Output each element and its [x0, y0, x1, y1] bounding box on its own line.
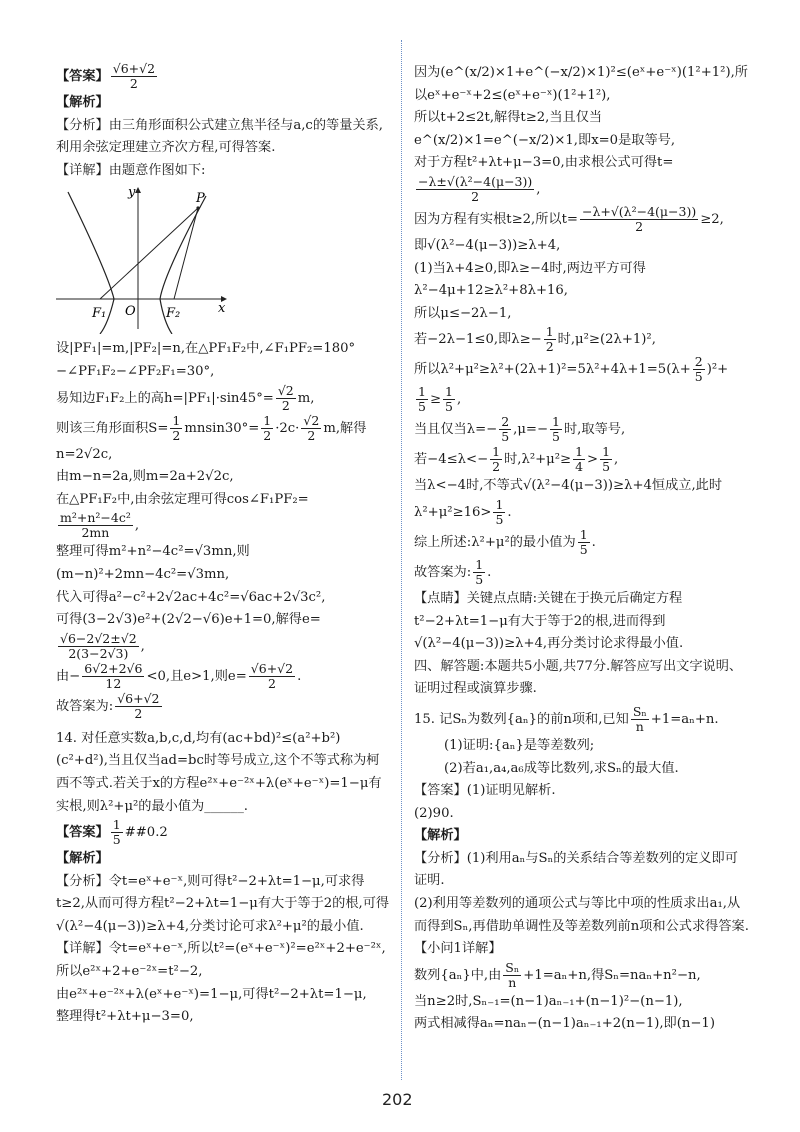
section-heading-four: 四、解答题:本题共5小题,共77分.解答应写出文字说明、证明过程或演算步骤. — [414, 658, 743, 697]
subquestion-1-heading: 【小问1详解】 — [414, 941, 502, 957]
text-line: 易知边F₁F₂上的高h=|PF₁|·sin45°= $\frac{√2}{2}$ m, — [56, 383, 315, 413]
text-line: λ²+μ²≥16> $\frac{1}{5}$ . — [414, 497, 512, 527]
text-line: (1)当λ+4≥0,即λ≥−4时,两边平方可得λ²−4μ+12≥λ²+8λ+16, — [414, 260, 646, 299]
y-label: y — [128, 185, 136, 201]
fraction: $\frac{2}{5}$ — [694, 355, 703, 385]
detail-text: 【详解】令t=eˣ+e⁻ˣ,所以t²=(eˣ+e⁻ˣ)²=e²ˣ+2+e⁻²ˣ,所以e²ˣ+2+e⁻²ˣ=t²−2, — [56, 941, 386, 980]
fraction: $\frac{√6-2√2\pm√2}{2(3-2√3)}$ — [60, 631, 137, 661]
text-line: 两式相减得aₙ=naₙ−(n−1)aₙ₋₁+2(n−1),即(n−1) — [414, 1016, 715, 1032]
analysis-heading: 【解析】 — [414, 828, 467, 844]
left-column — [56, 62, 392, 1029]
text-line: 对于方程t²+λt+μ−3=0,由求根公式可得t= — [414, 155, 674, 171]
fraction: $\frac{\text{−λ+√(λ²−4(μ−3))}}{2}$ — [581, 204, 697, 234]
analysis-text: 【分析】由三角形面积公式建立焦半径与a,c的等量关系,利用余弦定理建立齐次方程,可得答案. — [56, 117, 383, 156]
analysis-text: (2)利用等差数列的通项公式与等比中项的性质求出a₁,从而得到Sₙ,再借助单调性及等差数列前n项和公式求得答案. — [414, 896, 749, 934]
fraction: $\frac{\text{−λ±√(λ²−4(μ−3))}}{2}$ — [418, 174, 533, 204]
fraction: $\frac{1}{2}$ — [172, 413, 181, 443]
fraction: $\frac{6√2+2√6}{12}$ — [84, 661, 143, 691]
fraction: $\frac{1}{5}$ — [552, 415, 560, 445]
text-line: 代入可得a²−c²+2√2ac+4c²=√6ac+2√3c², — [56, 589, 326, 605]
text-line: $\frac{\text{m²+n²−4c²}}{2mn}$ , — [60, 511, 140, 541]
text-line: 则该三角形面积S= $\frac{1}{2}$ mnsin30°= $\frac{1}{2}$ ·2c· $\frac{√2}{2}$ m,解得 — [56, 413, 367, 443]
p-label: P — [196, 191, 205, 207]
text-line: 可得(3−2√3)e²+(2√2−√6)e+1=0,解得e= — [56, 612, 321, 628]
answer-13: 【答案】 $\frac{√6+√2}{2}$ — [56, 62, 156, 91]
conclusion-line: 综上所述:λ²+μ²的最小值为 $\frac{1}{5}$ . — [414, 527, 596, 557]
text-line: $\frac{\text{−λ±√(λ²−4(μ−3))}}{2}$ , — [418, 174, 541, 204]
text-line: 当n≥2时,Sₙ₋₁=(n−1)aₙ₋₁+(n−1)²−(n−1), — [414, 993, 683, 1009]
text-line: $\frac{√6-2√2\pm√2}{2(3-2√3)}$ , — [60, 631, 145, 661]
text-line: 因为(e^(x/2)×1+e^(−x/2)×1)²≤(eˣ+e⁻ˣ)(1²+1²),所以eˣ+e⁻ˣ+2≤(eˣ+e⁻ˣ)(1²+1²), — [414, 65, 748, 103]
fraction: $\frac{1}{5}$ — [445, 385, 453, 415]
question-15-part-1: (1)证明:{aₙ}是等差数列; — [444, 737, 595, 753]
right-column — [414, 62, 750, 1036]
text-line: 由− $\frac{6√2+2√6}{12}$ <0,且e>1,则e= $\frac{√6+√2}{2}$ . — [56, 661, 302, 691]
segment-pf1 — [100, 208, 198, 299]
f1-label: F₁ — [92, 306, 107, 322]
analysis-heading: 【解析】 — [56, 851, 109, 867]
fraction: $\frac{1}{5}$ — [495, 497, 504, 527]
text-line: $\frac{1}{5}$ ≥ $\frac{1}{5}$ , — [418, 385, 462, 415]
fraction: $\frac{1}{5}$ — [602, 445, 611, 475]
answer-14: 【答案】 $\frac{1}{5}$ ##0.2 — [56, 818, 168, 848]
question-15: 15. 记Sₙ为数列{aₙ}的前n项和,已知 $\frac{\text{Sₙ}}{n}$ +1=aₙ+n. — [414, 704, 719, 734]
fraction: $\frac{1}{5}$ — [418, 385, 426, 415]
fraction: $\frac{2}{5}$ — [501, 415, 510, 445]
text-line: n=2√2c, — [56, 446, 113, 462]
final-answer-13: 故答案为: $\frac{√6+√2}{2}$ — [56, 691, 160, 721]
x-label: x — [218, 301, 226, 317]
text-line: 所以μ≤−2λ−1, — [414, 305, 512, 321]
fraction: $\frac{1}{5}$ — [475, 557, 484, 587]
text-line: 若−2λ−1≤0,即λ≥− $\frac{1}{2}$ 时,μ²≥(2λ+1)², — [414, 325, 656, 355]
fraction: $\frac{1}{2}$ — [492, 445, 501, 475]
answer-15-part-2: (2)90. — [414, 805, 454, 821]
text-line: 整理可得m²+n²−4c²=√3mn,则(m−n)²+2mn−4c²=√3mn, — [56, 544, 250, 582]
fraction: $\frac{1}{5}$ — [112, 818, 121, 848]
question-14: 14. 对任意实数a,b,c,d,均有(ac+bd)²≤(a²+b²)(c²+d²),当且仅当ad=bc时等号成立,这个不等式称为柯西不等式.若关于x的方程e²ˣ+e⁻²ˣ+λ(eˣ+e⁻ˣ)=1−μ有实根,则λ²+μ²的最小值为______. — [56, 730, 382, 814]
segment-pf2 — [174, 208, 198, 299]
fraction: $\frac{1}{2}$ — [263, 413, 272, 443]
fraction: $\frac{1}{5}$ — [579, 527, 588, 557]
text-line: 所以λ²+μ²≥λ²+(2λ+1)²=5λ²+4λ+1=5(λ+ $\frac{2}{5}$ )²+ — [414, 355, 729, 385]
text-line: 所以t+2≤2t,解得t≥2,当且仅当e^(x/2)×1=e^(−x/2)×1,即x=0是取等号, — [414, 110, 676, 148]
column-divider — [401, 40, 402, 1080]
text-line: 数列{aₙ}中,由 $\frac{\text{Sₙ}}{n}$ +1=aₙ+n,得Sₙ=naₙ+n²−n, — [414, 960, 701, 990]
text-line: 即√(λ²−4(μ−3))≥λ+4, — [414, 237, 561, 253]
analysis-text: 【分析】(1)利用aₙ与Sₙ的关系结合等差数列的定义即可证明. — [414, 850, 738, 889]
text-line: 因为方程有实根t≥2,所以t= $\frac{\text{−λ+√(λ²−4(μ−3))}}{2}$ ≥2, — [414, 204, 724, 234]
text-line: 由m−n=2a,则m=2a+2√2c, — [56, 469, 234, 485]
text-line: 设|PF₁|=m,|PF₂|=n,在△PF₁F₂中,∠F₁PF₂=180°−∠PF₁F₂−∠PF₂F₁=30°, — [56, 341, 356, 379]
fraction: $\frac{√6+√2}{2}$ — [117, 691, 160, 721]
fraction: $\frac{\text{Sₙ}}{n}$ — [632, 704, 647, 734]
text-line: 由e²ˣ+e⁻²ˣ+λ(eˣ+e⁻ˣ)=1−μ,可得t²−2+λt=1−μ, — [56, 986, 367, 1002]
fraction: $\frac{\text{Sₙ}}{n}$ — [505, 960, 520, 990]
answer-15: 【答案】(1)证明见解析. — [414, 783, 556, 799]
key-point-note: 【点睛】关键点点睛:关键在于换元后确定方程t²−2+λt=1−μ有大于等于2的根,进而得到√(λ²−4(μ−3))≥λ+4,再分类讨论求得最小值. — [414, 590, 684, 652]
f2-label: F₂ — [166, 306, 181, 322]
analysis-heading: 【解析】 — [56, 95, 109, 110]
text-line: 当且仅当λ=− $\frac{2}{5}$ ,μ=− $\frac{1}{5}$ 时,取等号, — [414, 415, 626, 445]
text-line: 当λ<−4时,不等式√(λ²−4(μ−3))≥λ+4恒成立,此时 — [414, 478, 723, 494]
fraction: $\frac{1}{2}$ — [545, 325, 554, 355]
question-15-part-2: (2)若a₁,a₄,a₆成等比数列,求Sₙ的最大值. — [444, 760, 679, 776]
fraction: $\frac{√2}{2}$ — [277, 383, 294, 413]
fraction: $\frac{√6+√2}{2}$ — [250, 661, 294, 691]
left-branch — [68, 192, 114, 334]
text-line: 若−4≤λ<− $\frac{1}{2}$ 时,λ²+μ²≥ $\frac{1}{4}$ > $\frac{1}{5}$ , — [414, 445, 619, 475]
fraction: $\frac{\text{m²+n²−4c²}}{2mn}$ — [60, 511, 131, 541]
text-line: 整理得t²+λt+μ−3=0, — [56, 1009, 194, 1025]
fraction: $\frac{√2}{2}$ — [303, 413, 320, 443]
detail-heading: 【详解】由题意作图如下: — [56, 162, 206, 178]
text-line: 在△PF₁F₂中,由余弦定理可得cos∠F₁PF₂= — [56, 491, 309, 507]
final-answer-14: 故答案为: $\frac{1}{5}$ . — [414, 557, 492, 587]
fraction: $\frac{√6+√2}{2}$ — [112, 62, 156, 91]
hyperbola-figure — [56, 184, 236, 334]
o-label: O — [125, 304, 136, 320]
page-number: 202 — [382, 1090, 413, 1109]
fraction: $\frac{1}{4}$ — [575, 445, 584, 475]
analysis-text: 【分析】令t=eˣ+e⁻ˣ,则可得t²−2+λt=1−μ,可求得t≥2,从而可得方程t²−2+λt=1−μ有大于等于2的根,可得√(λ²−4(μ−3))≥λ+4,分类讨论可求λ²+μ²的最小值. — [56, 873, 390, 934]
